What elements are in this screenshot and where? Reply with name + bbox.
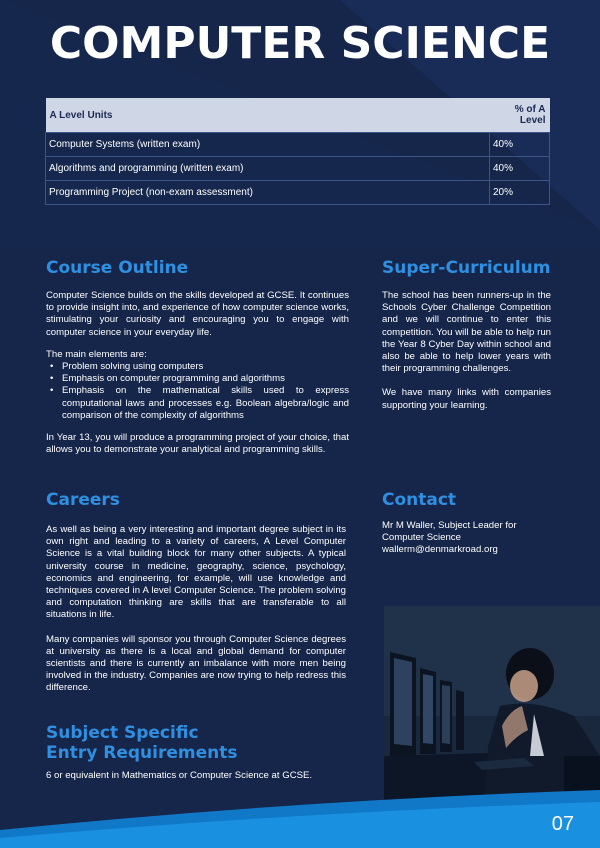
bottom-wave-decoration xyxy=(0,790,600,848)
student-at-computer-photo xyxy=(384,606,600,816)
careers-heading: Careers xyxy=(46,490,120,510)
course-outline-bullets xyxy=(46,361,349,422)
course-outline-body xyxy=(46,290,349,466)
page-title: COMPUTER SCIENCE xyxy=(49,18,551,69)
table-cell-unit: Computer Systems (written exam) xyxy=(46,133,490,157)
entry-requirements-heading xyxy=(46,723,237,763)
table-cell-percent: 40% xyxy=(490,133,550,157)
list-item: • Problem solving using computers xyxy=(46,361,349,373)
entry-heading-line: Subject Specific xyxy=(46,723,199,743)
careers-paragraph: Many companies will sponsor you through Computer Science degrees at university as there is a local and global demand for computer scientists and there is currently an imbalance with more men being involved in the industry. Companies are now trying to help redress this difference. xyxy=(46,633,346,694)
table-header-percent: % of A Level xyxy=(490,98,550,133)
table-cell-percent: 40% xyxy=(490,157,550,181)
table-header-row xyxy=(46,98,550,133)
super-curriculum-body xyxy=(382,290,551,422)
entry-heading-line: Entry Requirements xyxy=(46,743,238,763)
table-cell-unit: Algorithms and programming (written exam) xyxy=(46,157,490,181)
units-table xyxy=(45,98,550,205)
contact-line: Mr M Waller, Subject Leader for xyxy=(382,520,517,531)
table-cell-unit: Programming Project (non-exam assessment) xyxy=(46,181,490,205)
contact-body xyxy=(382,520,552,557)
list-item: • Emphasis on the mathematical skills used to express computational laws and processes e.g. Boolean algebra/logic and comparison of the complexity of algorithms xyxy=(46,385,349,422)
photo-illustration xyxy=(384,606,600,816)
course-outline-elements-label: The main elements are: xyxy=(46,348,147,360)
course-outline-heading: Course Outline xyxy=(46,258,189,278)
table-cell-percent: 20% xyxy=(490,181,550,205)
contact-email[interactable]: wallerm@denmarkroad.org xyxy=(382,544,498,556)
super-curriculum-paragraph: We have many links with companies supporting your learning. xyxy=(382,387,551,411)
table-row xyxy=(46,133,550,157)
careers-body xyxy=(46,524,346,705)
contact-heading: Contact xyxy=(382,490,457,510)
table-row xyxy=(46,181,550,205)
course-outline-closing: In Year 13, you will produce a programming project of your choice, that allows you to demonstrate your analytical and programming skills. xyxy=(46,432,349,456)
entry-requirements-text: 6 or equivalent in Mathematics or Computer Science at GCSE. xyxy=(46,770,313,781)
contact-line: Computer Science xyxy=(382,532,461,544)
super-curriculum-paragraph: The school has been runners-up in the Schools Cyber Challenge Competition and we will continue to enter this competition. You will be able to help run the Year 8 Cyber Day within school and also be able to help lower years with their programming challenges. xyxy=(382,290,551,375)
table-row xyxy=(46,157,550,181)
super-curriculum-heading: Super-Curriculum xyxy=(382,258,551,278)
careers-paragraph: As well as being a very interesting and important degree subject in its own right and leading to a variety of careers, A Level Computer Science is a vital building block for many other subjects. A typical university course in medicine, geography, science, psychology, economics and engineering, for example, will use knowledge and techniques covered in A level Computer Science. The problem solving and computation thinking are skills that are transferable to all situations in life. xyxy=(46,524,346,621)
course-outline-intro: Computer Science builds on the skills developed at GCSE. It continues to provide insight into, and experience of how computer science works, stimulating your curiosity and encouraging you to engage with computer science in your everyday life. xyxy=(46,290,349,338)
page-number: 07 xyxy=(551,813,574,835)
list-item: • Emphasis on computer programming and algorithms xyxy=(46,373,349,385)
table-header-units: A Level Units xyxy=(46,98,490,133)
